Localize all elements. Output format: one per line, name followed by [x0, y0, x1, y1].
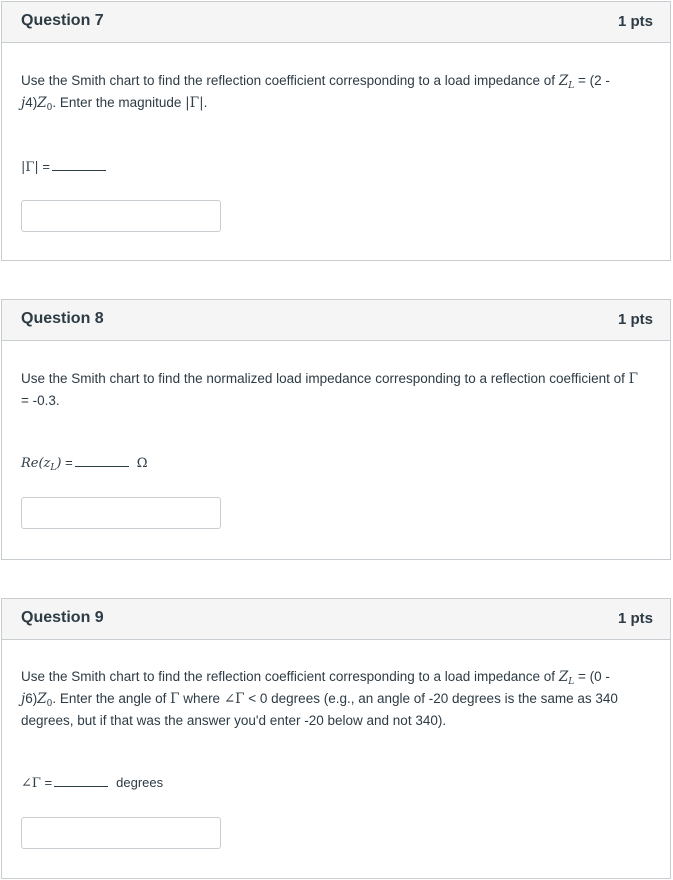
answer-blank-line	[54, 785, 108, 787]
question-7-text: Use the Smith chart to find the reflection coefficient corresponding to a load impedance of $Z_L = (2 - j4)Z_0$. Enter the magnitude |Γ|.	[21, 73, 610, 113]
question-8-card	[1, 299, 671, 560]
question-9-card	[1, 598, 671, 879]
question-9-text: Use the Smith chart to find the reflection coefficient corresponding to a load impedance of $Z_L = (0 - j6)Z_0$. Enter the angle of Γ where ∠Γ < 0 degrees (e.g., an angle of -20 degrees is the same as 340 degrees, but if that was the answer you'd enter -20 below and not 340).	[21, 669, 618, 728]
question-8-title: Question 8	[21, 310, 104, 327]
question-7-points: 1 pts	[617, 13, 653, 30]
question-8-answer-input[interactable]	[21, 497, 221, 529]
question-9-points: 1 pts	[617, 610, 653, 627]
question-8-answer-label: $Re(z_L) = \Omega$	[21, 455, 148, 473]
question-7-header	[2, 2, 670, 43]
question-8-header	[2, 300, 670, 341]
question-7-title: Question 7	[21, 12, 104, 29]
question-9-header	[2, 599, 670, 640]
question-9-answer-input[interactable]	[21, 817, 221, 849]
answer-blank-line	[52, 169, 106, 171]
question-7-answer-input[interactable]	[21, 200, 221, 232]
question-7-answer-label: |Γ| =	[21, 159, 106, 175]
degrees-unit: degrees	[116, 775, 164, 790]
ohm-unit: Ω	[136, 456, 148, 471]
question-7-card	[1, 1, 671, 261]
answer-blank-line	[75, 465, 129, 467]
question-9-title: Question 9	[21, 609, 104, 626]
question-9-answer-label: ∠Γ = degrees	[21, 775, 164, 791]
question-8-points: 1 pts	[617, 311, 653, 328]
question-8-text: Use the Smith chart to find the normalized load impedance corresponding to a reflection coefficient of Γ = -0.3.	[21, 371, 638, 408]
